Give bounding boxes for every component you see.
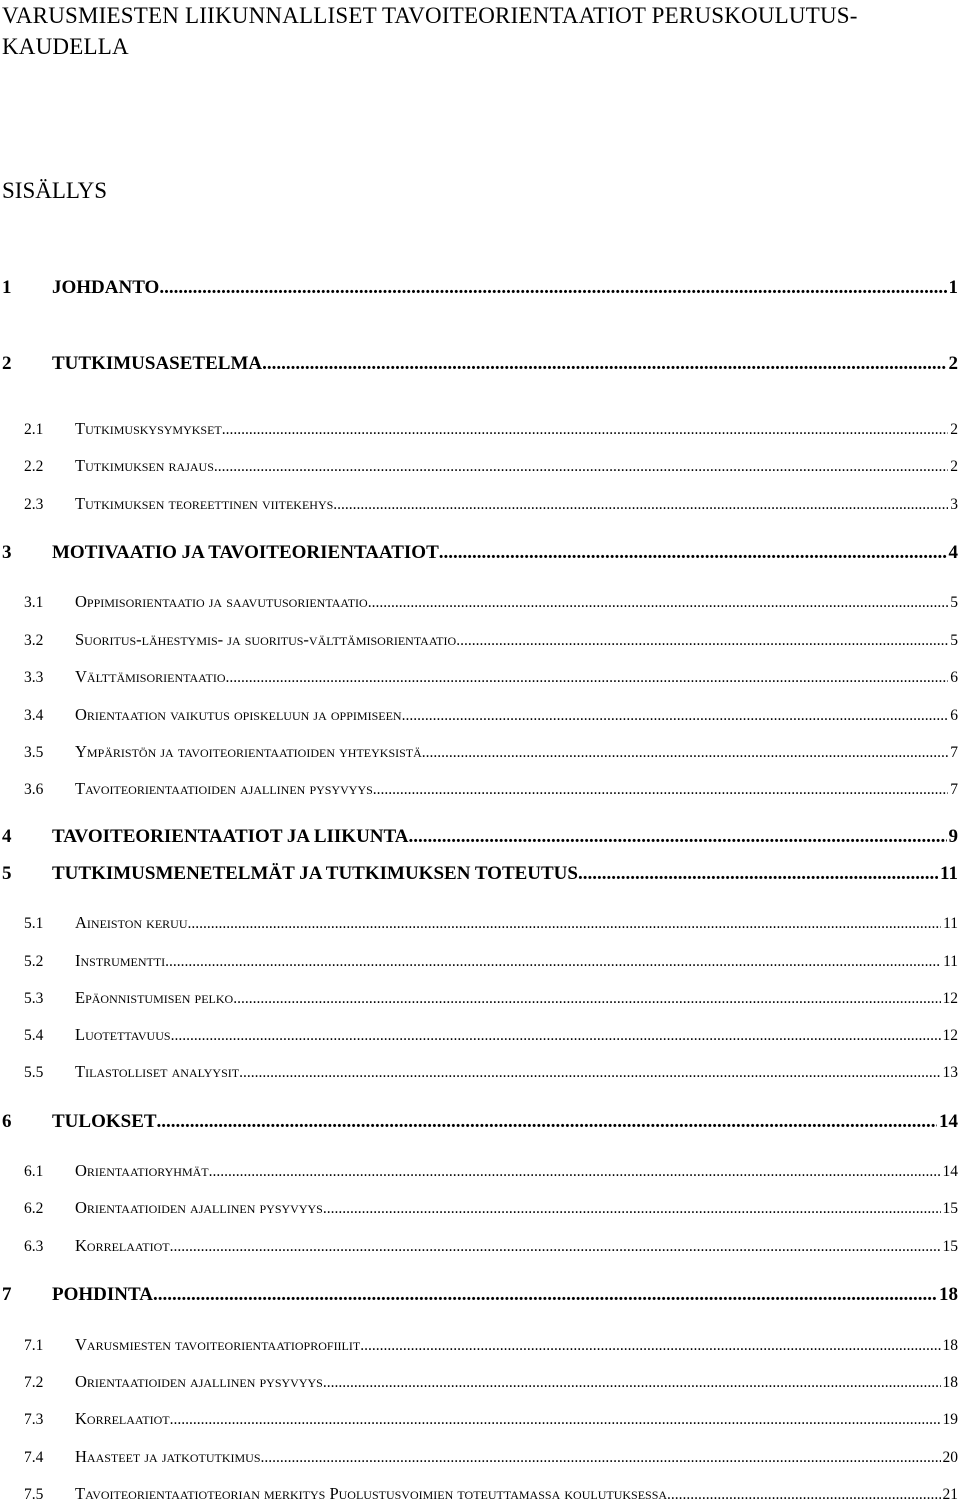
toc-dot-leader [323, 1200, 941, 1218]
toc-entry-page: 18 [939, 1284, 958, 1305]
toc-dot-leader [222, 421, 948, 439]
toc-entry[interactable] [0, 494, 958, 514]
toc-entry-number: 4 [2, 826, 12, 847]
toc-entry-title: JOHDANTO [52, 277, 160, 298]
toc-entry-number: 3.4 [24, 707, 44, 724]
toc-entry[interactable] [0, 1236, 958, 1256]
toc-entry-title: Tutkimuksen teoreettinen viitekehys [75, 494, 334, 513]
toc-entry-page: 14 [942, 1163, 958, 1180]
toc-entry-number: 7.4 [24, 1449, 44, 1466]
toc-entry-number: 7.2 [24, 1374, 44, 1391]
toc-heading: SISÄLLYS [2, 178, 108, 203]
toc-entry-title: TAVOITEORIENTAATIOT JA LIIKUNTA [52, 826, 409, 847]
toc-entry-number: 5.4 [24, 1027, 44, 1044]
toc-entry-title: Instrumentti [75, 951, 166, 970]
toc-dot-leader [226, 669, 949, 687]
toc-entry-number: 5 [2, 863, 12, 884]
toc-entry[interactable] [0, 456, 958, 476]
toc-entry[interactable] [0, 705, 958, 725]
toc-dot-leader [323, 1374, 941, 1392]
toc-dot-leader [667, 1486, 940, 1504]
toc-entry-number: 2.3 [24, 496, 44, 513]
toc-entry[interactable] [0, 1284, 958, 1306]
toc-dot-leader [409, 826, 947, 848]
toc-entry-number: 7.3 [24, 1411, 44, 1428]
toc-entry[interactable] [0, 1062, 958, 1082]
toc-entry[interactable] [0, 1372, 958, 1392]
toc-entry-title: Tutkimuskysymykset [75, 419, 222, 438]
toc-entry-page: 2 [950, 421, 958, 438]
toc-entry-page: 6 [950, 707, 958, 724]
toc-entry-number: 3.1 [24, 594, 44, 611]
toc-entry-title: Orientaation vaikutus opiskeluun ja oppimiseen [75, 705, 402, 724]
toc-entry-title: Orientaatioryhmät [75, 1161, 209, 1180]
toc-entry-page: 11 [943, 915, 958, 932]
toc-dot-leader [170, 1411, 941, 1429]
toc-entry-number: 5.1 [24, 915, 44, 932]
toc-dot-leader [578, 863, 938, 885]
toc-entry-page: 18 [942, 1337, 958, 1354]
toc-entry-page: 4 [948, 542, 958, 563]
toc-dot-leader [261, 1449, 941, 1467]
toc-entry-number: 2 [2, 353, 12, 374]
toc-entry[interactable] [0, 1484, 958, 1504]
toc-entry-number: 6.2 [24, 1200, 44, 1217]
toc-entry-title: Aineiston keruu [75, 913, 188, 932]
toc-entry[interactable] [0, 779, 958, 799]
toc-entry-title: Haasteet ja jatkotutkimus [75, 1447, 261, 1466]
toc-entry-title: Orientaatioiden ajallinen pysyvyys [75, 1372, 323, 1391]
toc-dot-leader [422, 744, 948, 762]
toc-entry-page: 19 [942, 1411, 958, 1428]
toc-dot-leader [171, 1027, 941, 1045]
toc-dot-leader [262, 353, 946, 375]
toc-entry-page: 7 [950, 781, 958, 798]
toc-entry-number: 7.5 [24, 1486, 44, 1503]
toc-entry-page: 2 [948, 353, 958, 374]
toc-entry-title: Luotettavuus [75, 1025, 171, 1044]
toc-dot-leader [402, 707, 949, 725]
toc-entry-page: 12 [942, 1027, 958, 1044]
toc-entry-number: 3 [2, 542, 12, 563]
toc-entry-title: MOTIVAATIO JA TAVOITEORIENTAATIOT [52, 542, 439, 563]
toc-entry-number: 5.5 [24, 1064, 44, 1081]
toc-entry-title: Suoritus-lähestymis- ja suoritus-välttämisorientaatio [75, 630, 457, 649]
toc-entry-number: 6 [2, 1111, 12, 1132]
toc-entry[interactable] [0, 1409, 958, 1429]
toc-entry-page: 5 [950, 594, 958, 611]
toc-entry-number: 5.3 [24, 990, 44, 1007]
toc-entry-title: Ympäristön ja tavoiteorientaatioiden yhteyksistä [75, 742, 422, 761]
toc-entry[interactable] [0, 1198, 958, 1218]
toc-dot-leader [159, 277, 946, 299]
toc-entry-title: Tavoiteorientaatioteorian merkitys Puolustusvoimien toteuttamassa koulutuksessa [75, 1484, 668, 1503]
toc-entry-number: 6.3 [24, 1238, 44, 1255]
toc-entry-page: 2 [950, 458, 958, 475]
toc-dot-leader [170, 1238, 941, 1256]
toc-entry-number: 3.5 [24, 744, 44, 761]
toc-entry-page: 12 [942, 990, 958, 1007]
toc-dot-leader [456, 632, 948, 650]
toc-entry-number: 7 [2, 1284, 12, 1305]
toc-entry-page: 21 [942, 1486, 958, 1503]
toc-entry-title: POHDINTA [52, 1284, 153, 1305]
toc-entry-title: Välttämisorientaatio [75, 667, 226, 686]
toc-entry-page: 15 [942, 1200, 958, 1217]
toc-entry-page: 18 [942, 1374, 958, 1391]
document-title: VARUSMIESTEN LIIKUNNALLISET TAVOITEORIENTAATIOT PERUSKOULUTUS-KAUDELLA [2, 3, 858, 59]
toc-entry-page: 7 [950, 744, 958, 761]
toc-entry[interactable] [0, 913, 958, 933]
toc-dot-leader [439, 542, 947, 564]
toc-entry-page: 15 [942, 1238, 958, 1255]
toc-entry[interactable] [0, 542, 958, 564]
toc-entry-number: 1 [2, 277, 12, 298]
toc-dot-leader [239, 1064, 940, 1082]
toc-dot-leader [373, 781, 948, 799]
toc-entry[interactable] [0, 1111, 958, 1133]
toc-dot-leader [209, 1163, 941, 1181]
toc-entry[interactable] [0, 951, 958, 971]
toc-entry[interactable] [0, 742, 958, 762]
toc-dot-leader [157, 1111, 937, 1133]
toc-entry-number: 6.1 [24, 1163, 44, 1180]
toc-entry-title: Korrelaatiot [75, 1236, 170, 1255]
toc-entry[interactable] [0, 863, 958, 885]
toc-entry[interactable] [0, 592, 958, 612]
toc-dot-leader [214, 458, 948, 476]
toc-entry-title: Oppimisorientaatio ja saavutusorientaatio [75, 592, 368, 611]
toc-dot-leader [360, 1337, 940, 1355]
toc-entry[interactable] [0, 1335, 958, 1355]
toc-entry-page: 14 [939, 1111, 958, 1132]
toc-entry-title: Tilastolliset analyysit [75, 1062, 240, 1081]
toc-entry[interactable] [0, 988, 958, 1008]
toc-dot-leader [153, 1284, 937, 1306]
toc-entry-page: 5 [950, 632, 958, 649]
toc-entry-page: 11 [940, 863, 958, 884]
toc-entry[interactable] [0, 667, 958, 687]
toc-entry-title: Tavoiteorientaatioiden ajallinen pysyvyys [75, 779, 373, 798]
toc-dot-leader [165, 953, 941, 971]
toc-dot-leader [333, 496, 948, 514]
toc-entry-title: TULOKSET [52, 1111, 157, 1132]
toc-entry-page: 20 [942, 1449, 958, 1466]
toc-entry[interactable] [0, 277, 958, 299]
toc-dot-leader [187, 915, 941, 933]
toc-entry-number: 7.1 [24, 1337, 44, 1354]
toc-dot-leader [368, 594, 949, 612]
toc-entry-title: TUTKIMUSMENETELMÄT JA TUTKIMUKSEN TOTEUTUS [52, 863, 578, 884]
toc-entry-page: 6 [950, 669, 958, 686]
toc-entry[interactable] [0, 1161, 958, 1181]
toc-entry-page: 13 [942, 1064, 958, 1081]
toc-entry[interactable] [0, 419, 958, 439]
toc-entry-number: 3.6 [24, 781, 44, 798]
toc-entry-page: 11 [943, 953, 958, 970]
toc-entry-number: 2.2 [24, 458, 44, 475]
toc-entry-page: 1 [948, 277, 958, 298]
toc-entry-number: 3.2 [24, 632, 44, 649]
toc-entry-title: Orientaatioiden ajallinen pysyvyys [75, 1198, 323, 1217]
toc-entry[interactable] [0, 826, 958, 848]
toc-entry-title: Korrelaatiot [75, 1409, 170, 1428]
toc-entry[interactable] [0, 1447, 958, 1467]
toc-entry-number: 5.2 [24, 953, 44, 970]
toc-entry[interactable] [0, 630, 958, 650]
toc-entry-number: 3.3 [24, 669, 44, 686]
toc-entry-page: 3 [950, 496, 958, 513]
toc-entry-title: TUTKIMUSASETELMA [52, 353, 263, 374]
toc-entry-title: Epäonnistumisen pelko [75, 988, 234, 1007]
toc-entry[interactable] [0, 353, 958, 375]
toc-entry-number: 2.1 [24, 421, 44, 438]
toc-entry[interactable] [0, 1025, 958, 1045]
toc-entry-title: Tutkimuksen rajaus [75, 456, 214, 475]
toc-entry-title: Varusmiesten tavoiteorientaatioprofiilit [75, 1335, 361, 1354]
toc-entry-page: 9 [948, 826, 958, 847]
toc-dot-leader [233, 990, 940, 1008]
